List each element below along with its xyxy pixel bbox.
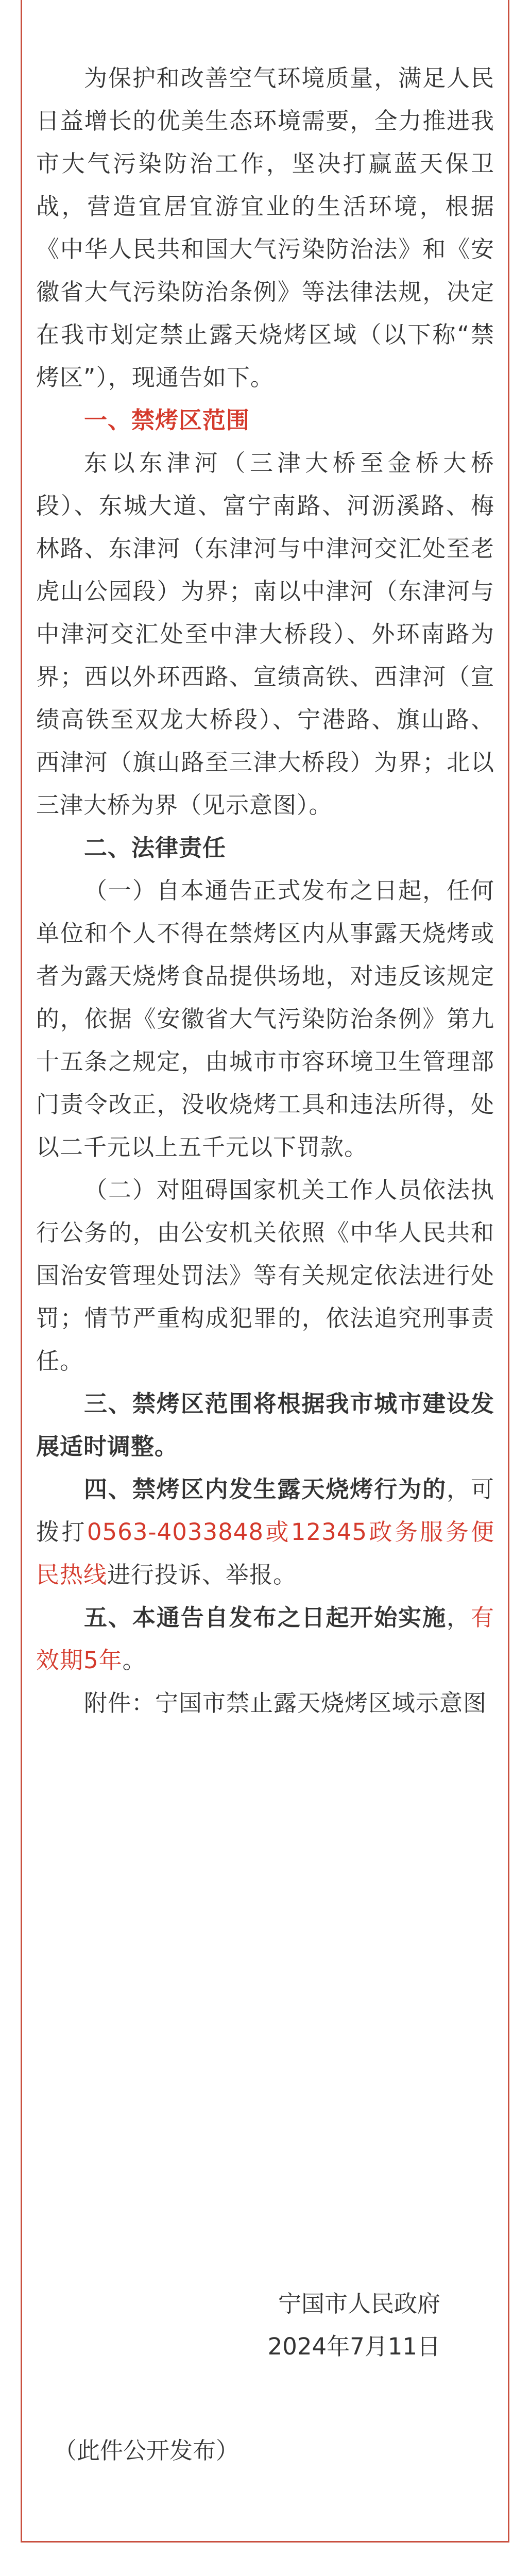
- section4-tail: 进行投诉、举报。: [107, 1561, 297, 1588]
- section2-paragraph-1: （一）自本通告正式发布之日起，任何单位和个人不得在禁烤区内从事露天烧烤或者为露天烧烤食品提供场地，对违反该规定的，依据《安徽省大气污染防治条例》第九十五条之规定，由城市市容环境卫生管理部门责令改正，没收烧烤工具和违法所得，处以二千元以上五千元以下罚款。: [36, 877, 494, 1161]
- intro-paragraph: 为保护和改善空气环境质量，满足人民日益增长的优美生态环境需要，全力推进我市大气污染防治工作，坚决打赢蓝天保卫战，营造宜居宜游宜业的生活环境，根据《中华人民共和国大气污染防治法》和《安徽省大气污染防治条例》等法律法规，决定在我市划定禁止露天烧烤区域（以下称“禁烤区”），现通告如下。: [36, 64, 494, 391]
- section4-bold: 四、禁烤区内发生露天烧烤行为的: [84, 1476, 447, 1503]
- section2-heading: 二、法律责任: [84, 834, 227, 861]
- issue-date: 2024年7月11日: [267, 2333, 440, 2360]
- section1-heading: 一、禁烤区范围: [84, 406, 250, 434]
- section5-tail: 。: [122, 1647, 146, 1674]
- hotline-number: 0563-4033848或12345政务服务便民热线: [36, 1518, 494, 1588]
- attachment-line: 附件：宁国市禁止露天烧烤区域示意图: [84, 1689, 487, 1717]
- section5-bold: 五、本通告自发布之日起开始实施: [84, 1604, 447, 1631]
- notice-body: [36, 57, 494, 1724]
- publication-note: （此件公开发布）: [54, 2437, 240, 2464]
- validity-period: 有效期5年: [36, 1604, 494, 1674]
- section5-paragraph: [36, 1596, 494, 1682]
- section4-mid: ，可拨打: [36, 1476, 494, 1546]
- section4-paragraph: [36, 1468, 494, 1596]
- section5-mid: ，: [447, 1604, 471, 1631]
- section3-paragraph: 三、禁烤区范围将根据我市城市建设发展适时调整。: [36, 1390, 494, 1460]
- section2-paragraph-2: （二）对阻碍国家机关工作人员依法执行公务的，由公安机关依照《中华人民共和国治安管理处罚法》等有关规定依法进行处罚；情节严重构成犯罪的，依法追究刑事责任。: [36, 1176, 494, 1375]
- issuer-name: 宁国市人民政府: [278, 2290, 440, 2317]
- section1-paragraph: 东以东津河（三津大桥至金桥大桥段）、东城大道、富宁南路、河沥溪路、梅林路、东津河（东津河与中津河交汇处至老虎山公园段）为界；南以中津河（东津河与中津河交汇处至中津大桥段）、外环南路为界；西以外环西路、宣绩高铁、西津河（宣绩高铁至双龙大桥段）、宁港路、旗山路、西津河（旗山路至三津大桥段）为界；北以三津大桥为界（见示意图）。: [36, 449, 494, 819]
